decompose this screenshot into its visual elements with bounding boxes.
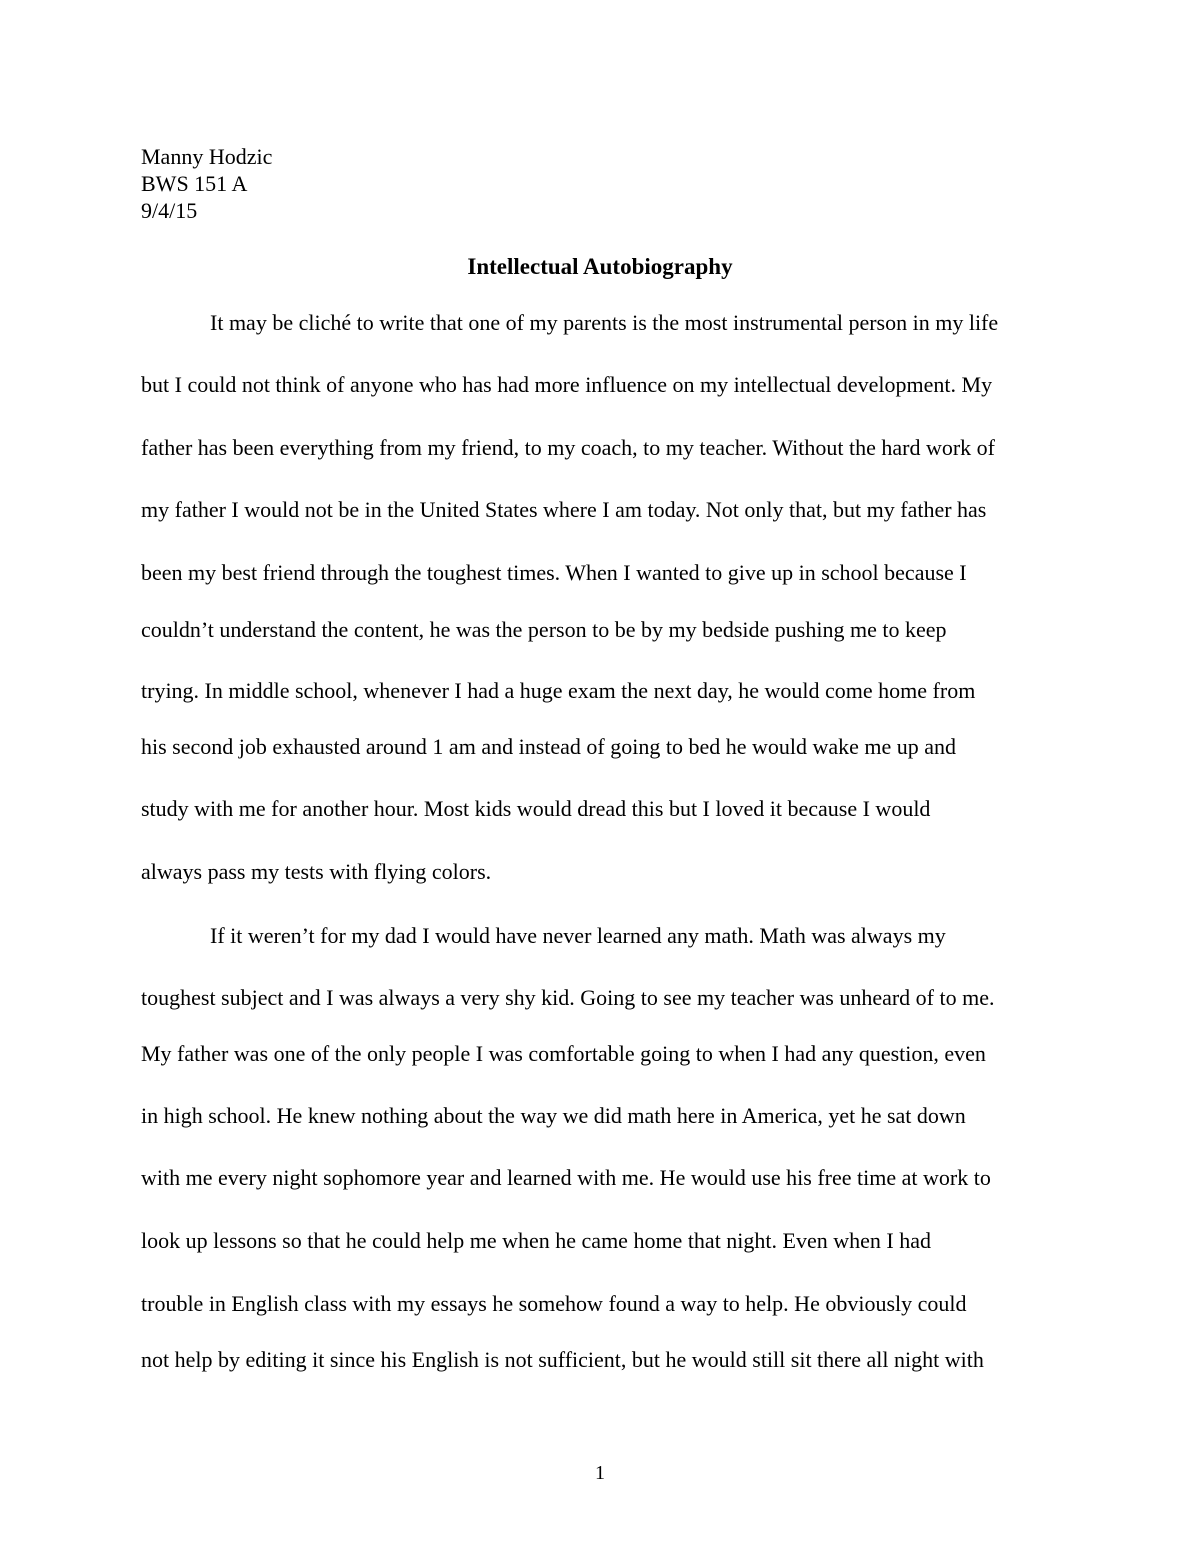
paragraph-2-line-3: My father was one of the only people I was comfortable going to when I had any question, even [141, 1041, 986, 1066]
paragraph-1-line-3: father has been everything from my friend, to my coach, to my teacher. Without the hard work of [141, 435, 995, 460]
page-number: 1 [595, 1462, 605, 1484]
paragraph-1-line-9: study with me for another hour. Most kids would dread this but I loved it because I would [141, 796, 931, 821]
paragraph-1-line-8: his second job exhausted around 1 am and instead of going to bed he would wake me up and [141, 734, 957, 759]
paragraph-1-line-10: always pass my tests with flying colors. [141, 859, 492, 884]
paragraph-2-line-7: trouble in English class with my essays he somehow found a way to help. He obviously could [141, 1291, 967, 1316]
document-title: Intellectual Autobiography [467, 254, 733, 279]
paragraph-2-line-1: If it weren’t for my dad I would have never learned any math. Math was always my [210, 923, 946, 948]
course-code: BWS 151 A [141, 171, 248, 196]
paragraph-1-line-4: my father I would not be in the United States where I am today. Not only that, but my father has [141, 497, 987, 522]
paragraph-2-line-4: in high school. He knew nothing about the way we did math here in America, yet he sat down [141, 1103, 966, 1128]
paragraph-2-line-6: look up lessons so that he could help me when he came home that night. Even when I had [141, 1228, 931, 1253]
paragraph-1-line-5: been my best friend through the toughest times. When I wanted to give up in school because I [141, 560, 967, 585]
author-name: Manny Hodzic [141, 144, 273, 169]
paragraph-1-line-2: but I could not think of anyone who has had more influence on my intellectual development. My [141, 372, 993, 397]
paragraph-1-line-1: It may be cliché to write that one of my parents is the most instrumental person in my life [210, 310, 999, 335]
document-date: 9/4/15 [141, 198, 198, 223]
author-header [141, 143, 272, 224]
paragraph-2-line-5: with me every night sophomore year and learned with me. He would use his free time at work to [141, 1165, 991, 1190]
paragraph-2-line-2: toughest subject and I was always a very shy kid. Going to see my teacher was unheard of to me. [141, 985, 995, 1010]
paragraph-1-line-7: trying. In middle school, whenever I had a huge exam the next day, he would come home from [141, 678, 976, 703]
paragraph-1-line-6: couldn’t understand the content, he was the person to be by my bedside pushing me to keep [141, 617, 947, 642]
paragraph-2-line-8: not help by editing it since his English is not sufficient, but he would still sit there all night with [141, 1347, 984, 1372]
